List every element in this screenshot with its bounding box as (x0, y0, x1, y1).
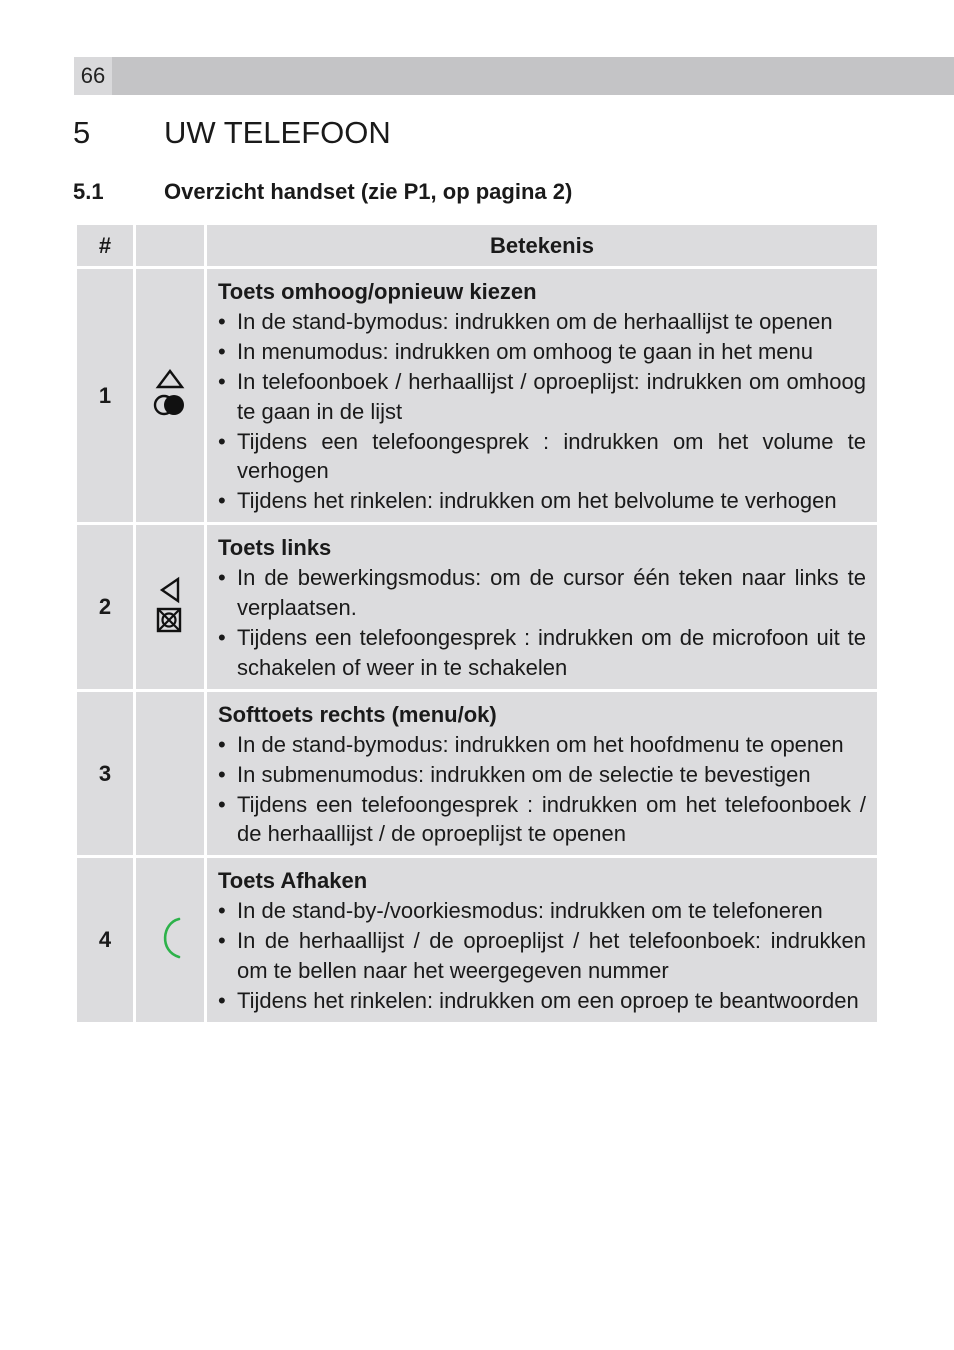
table-row (77, 525, 877, 689)
row-title: Toets links (218, 535, 332, 561)
row-items (218, 730, 866, 850)
handset-overview-table (74, 222, 880, 1025)
header-icon (136, 225, 204, 266)
row-number: 2 (77, 525, 133, 689)
table-header-row (77, 225, 877, 266)
list-item: • Tijdens het rinkelen: indrukken om een oproep te beantwoorden (218, 986, 866, 1016)
left-mute-key-icon (150, 574, 190, 636)
list-item: • In telefoonboek / herhaallijst / oproeplijst: indrukken om omhoog te gaan in de lijst (218, 367, 866, 427)
row-icon-cell (136, 858, 204, 1022)
row-title: Toets omhoog/opnieuw kiezen (218, 279, 537, 304)
row-description (207, 269, 877, 522)
list-item: • In de stand-bymodus: indrukken om het hoofdmenu te openen (218, 730, 866, 760)
section-title: Overzicht handset (zie P1, op pagina 2) (164, 179, 573, 204)
row-icon-cell (136, 269, 204, 522)
list-item: • In de herhaallijst / de oproeplijst / het telefoonboek: indrukken om te bellen naar het weergegeven nummer (218, 926, 866, 986)
row-items (218, 563, 866, 683)
table-row (77, 692, 877, 856)
chapter-number: 5 (73, 115, 91, 150)
up-redial-key-icon (150, 365, 190, 421)
row-title: Toets Afhaken (218, 868, 368, 894)
header-bar (74, 57, 954, 95)
row-items (218, 307, 866, 516)
list-item: • In de stand-by-/voorkiesmodus: indrukken om te telefoneren (218, 896, 866, 926)
list-item: • In menumodus: indrukken om omhoog te gaan in het menu (218, 337, 866, 367)
section-number: 5.1 (73, 179, 104, 204)
row-description (207, 858, 877, 1022)
header-meaning: Betekenis (207, 225, 877, 266)
row-number: 4 (77, 858, 133, 1022)
page-number: 66 (74, 57, 112, 95)
list-item: • In submenumodus: indrukken om de selectie te bevestigen (218, 760, 866, 790)
header-number: # (77, 225, 133, 266)
row-description (207, 525, 877, 689)
row-number: 3 (77, 692, 133, 856)
table-row (77, 269, 877, 522)
off-hook-key-icon (150, 913, 190, 963)
list-item: • Tijdens het rinkelen: indrukken om het belvolume te verhogen (218, 486, 866, 516)
table-row (77, 858, 877, 1022)
row-number: 1 (77, 269, 133, 522)
list-item: • In de bewerkingsmodus: om de cursor één teken naar links te verplaatsen. (218, 563, 866, 623)
chapter-title: UW TELEFOON (164, 115, 391, 150)
list-item: • In de stand-bymodus: indrukken om de herhaallijst te openen (218, 307, 866, 337)
row-title: Softtoets rechts (menu/ok) (218, 701, 497, 727)
row-icon-cell (136, 525, 204, 689)
list-item: • Tijdens een telefoongesprek : indrukken om het volume te verhogen (218, 427, 866, 487)
row-description (207, 692, 877, 856)
list-item: • Tijdens een telefoongesprek : indrukken om het telefoonboek / de herhaallijst / de oproeplijst te openen (218, 790, 866, 850)
row-icon-cell (136, 692, 204, 856)
row-items (218, 896, 866, 1016)
list-item: • Tijdens een telefoongesprek : indrukken om de microfoon uit te schakelen of weer in te schakelen (218, 623, 866, 683)
